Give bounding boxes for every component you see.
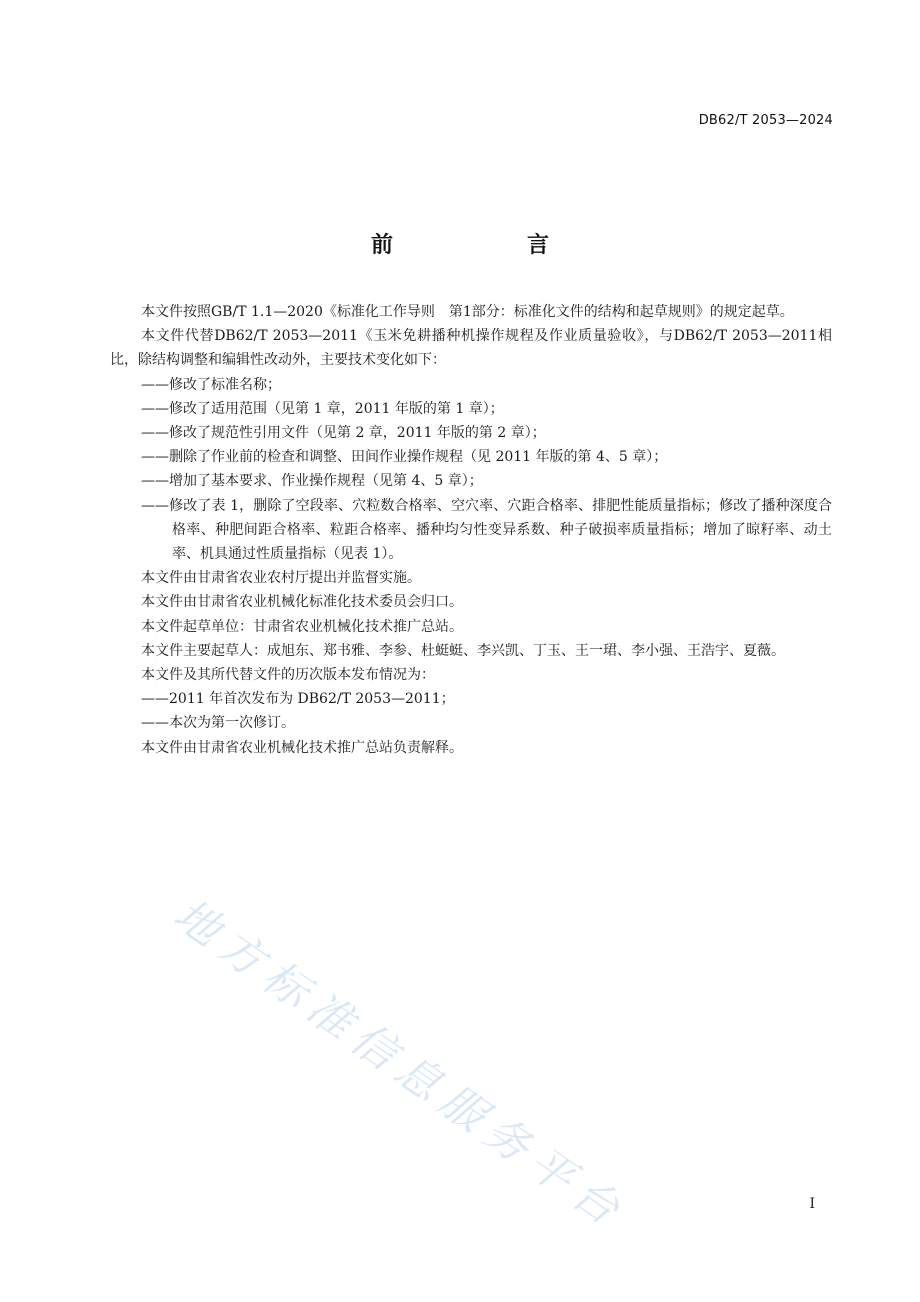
history-item: ——本次为第一次修订。: [141, 715, 295, 732]
change-item: ——修改了适用范围（见第 1 章，2011 年版的第 1 章）；: [141, 400, 504, 417]
paragraph-drafting-rules: 本文件按照GB/T 1.1—2020《标准化工作导则 第1部分：标准化文件的结构和起草规则》的规定起草。: [141, 304, 794, 320]
paragraph-drafting-unit: 本文件起草单位：甘肃省农业机械化技术推广总站。: [141, 618, 463, 635]
watermark: 地方标准信息服务平台: [164, 889, 637, 1241]
paragraph-committee: 本文件由甘肃省农业机械化标准化技术委员会归口。: [141, 594, 463, 611]
change-item: ——修改了标准名称；: [141, 376, 281, 393]
history-item: ——2011 年首次发布为 DB62/T 2053—2011；: [141, 691, 455, 708]
paragraph-drafters: 本文件主要起草人：成旭东、郑书雅、李参、杜蜓蜓、李兴凯、丁玉、王一珺、李小强、王浩宇、夏薇。: [141, 642, 785, 659]
change-item: ——修改了规范性引用文件（见第 2 章，2011 年版的第 2 章）；: [141, 425, 546, 442]
paragraph-interpretation: 本文件由甘肃省农业机械化技术推广总站负责解释。: [141, 739, 463, 756]
standard-code: DB62/T 2053—2024: [698, 113, 833, 128]
page-title: 前 言: [370, 233, 605, 258]
change-item: ——删除了作业前的检查和调整、田间作业操作规程（见 2011 年版的第 4、5 章）；: [141, 449, 668, 466]
paragraph-replacement: 本文件代替DB62/T 2053—2011《玉米免耕播种机操作规程及作业质量验收》，与DB62/T 2053—2011相比，除结构调整和编辑性改动外，主要技术变化如下：: [110, 328, 832, 369]
change-item: ——增加了基本要求、作业操作规程（见第 4、5 章）；: [141, 473, 483, 490]
paragraph-proposer: 本文件由甘肃省农业农村厅提出并监督实施。: [141, 570, 421, 587]
change-item: ——修改了表 1，删除了空段率、穴粒数合格率、空穴率、穴距合格率、排肥性能质量指标；修改了播种深度合格率、种肥间距合格率、粒距合格率、播种均匀性变异系数、种子破损率质量指标；增加了晾籽率、动土率、机具通过性质量指标（见表 1）。: [141, 497, 832, 563]
page-number: I: [809, 1196, 815, 1212]
paragraph-history-intro: 本文件及其所代替文件的历次版本发布情况为：: [141, 667, 435, 684]
foreword-body: [110, 300, 832, 760]
